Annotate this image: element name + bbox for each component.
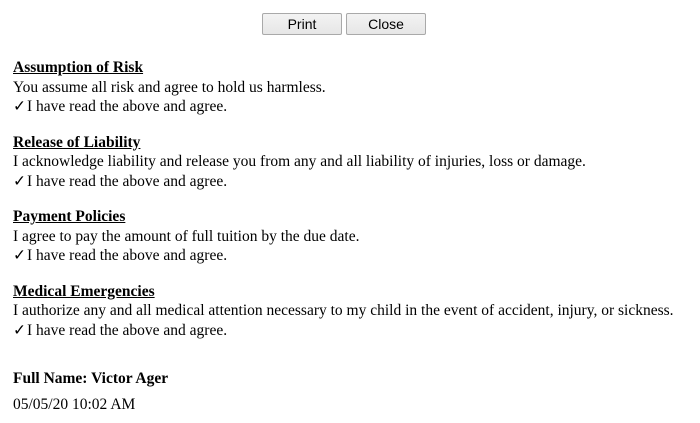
agreement-content <box>13 58 700 356</box>
section-payment-policies <box>13 207 700 266</box>
signature-timestamp: 05/05/20 10:02 AM <box>13 396 136 413</box>
checkmark-icon: ✓ <box>13 247 26 264</box>
section-body: I agree to pay the amount of full tuition by the due date. <box>13 227 360 245</box>
close-button[interactable]: Close <box>346 13 426 35</box>
section-body: You assume all risk and agree to hold us harmless. <box>13 78 326 96</box>
section-release-of-liability <box>13 133 700 192</box>
agreement-text: I have read the above and agree. <box>27 172 228 190</box>
section-title: Release of Liability <box>13 133 141 151</box>
agreement-confirmation <box>13 246 700 266</box>
full-name: Full Name: Victor Ager <box>13 370 169 387</box>
section-title: Payment Policies <box>13 208 126 225</box>
toolbar <box>262 13 426 35</box>
section-body: I acknowledge liability and release you from any and all liability of injuries, loss or damage. <box>13 153 586 170</box>
section-title: Medical Emergencies <box>13 282 155 300</box>
agreement-confirmation <box>13 97 700 117</box>
agreement-text: I have read the above and agree. <box>27 98 228 115</box>
print-button[interactable]: Print <box>262 13 342 35</box>
section-body: I authorize any and all medical attention necessary to my child in the event of accident, injury, or sickness. <box>13 302 674 319</box>
checkmark-icon: ✓ <box>13 321 26 339</box>
checkmark-icon: ✓ <box>13 98 26 115</box>
section-medical-emergencies <box>13 282 700 341</box>
agreement-text: I have read the above and agree. <box>27 321 228 339</box>
checkmark-icon: ✓ <box>13 172 26 190</box>
section-title: Assumption of Risk <box>13 59 144 76</box>
section-assumption-of-risk <box>13 58 700 117</box>
agreement-confirmation <box>13 172 700 192</box>
agreement-confirmation <box>13 321 700 341</box>
agreement-text: I have read the above and agree. <box>27 247 228 264</box>
